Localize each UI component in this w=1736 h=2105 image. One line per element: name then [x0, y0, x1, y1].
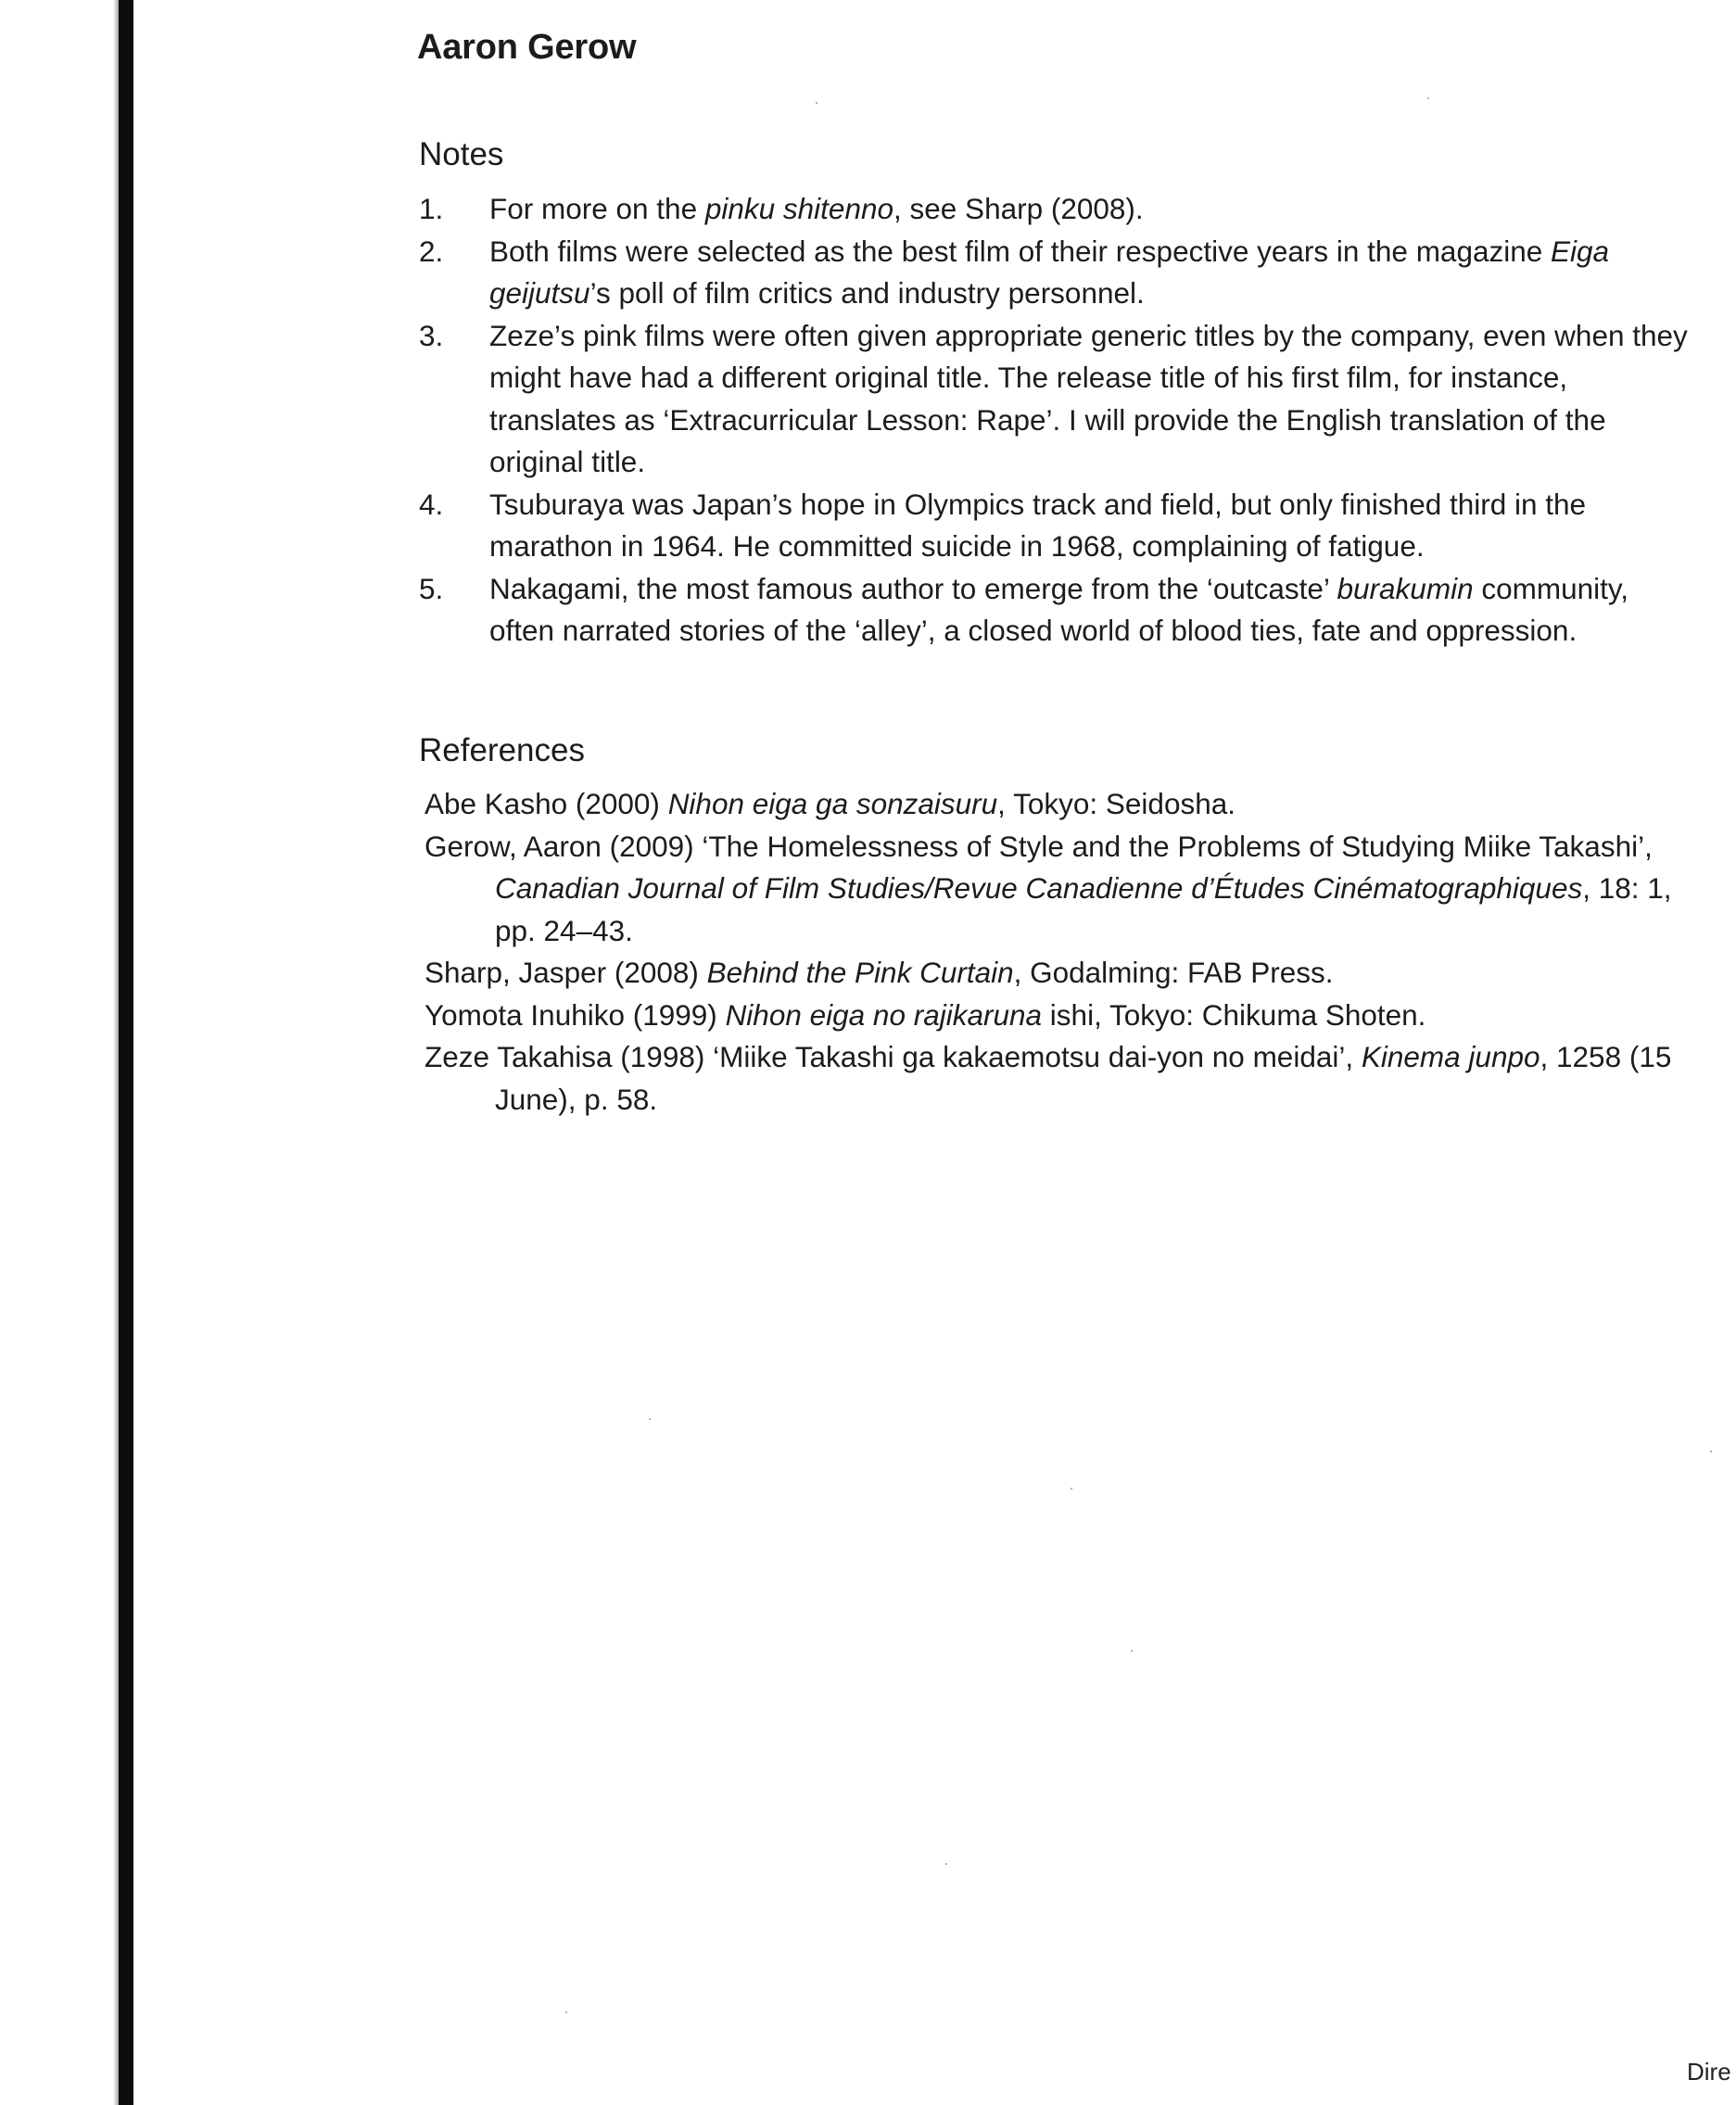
reference-text: Sharp, Jasper (2008) [424, 956, 707, 989]
note-number: 2. [419, 234, 444, 268]
note-text-tail: , see Sharp (2008). [893, 192, 1144, 225]
note-number: 4. [419, 487, 444, 521]
note-italic-term: pinku shitenno [704, 192, 894, 225]
note-italic-term: Eiga geijutsu [489, 234, 1610, 310]
reference-title: Behind the Pink Curtain [706, 956, 1014, 989]
note-item [419, 315, 1689, 484]
note-number: 1. [419, 192, 444, 225]
note-item [419, 231, 1689, 315]
reference-text-tail: , 1258 (15 June), p. 58. [495, 1040, 1672, 1116]
scan-speck [816, 102, 817, 104]
references-list [424, 783, 1694, 1121]
scan-speck [1131, 1650, 1133, 1652]
scan-speck [1071, 1488, 1072, 1490]
scan-speck [649, 1418, 651, 1420]
note-text: Both films were selected as the best film of their respective years in the magazine [489, 234, 1552, 268]
note-text: Zeze’s pink films were often given appropriate generic titles by the company, even when they might have had a different original title. The release title of his first film, for instance, translates as ‘Extracurricular Lesson: Rape’. I will provide the English translation of the original title. [489, 318, 1688, 478]
note-text-tail: community, often narrated stories of the ‘alley’, a closed world of blood ties, fate and oppression. [489, 571, 1629, 647]
reference-title: Nihon eiga ga sonzaisuru [667, 787, 998, 820]
note-number: 3. [419, 318, 444, 352]
references-heading: References [419, 732, 585, 768]
reference-text: Gerow, Aaron (2009) ‘The Homelessness of Style and the Problems of Studying Miike Takashi’, [424, 829, 1653, 863]
note-item [419, 188, 1689, 231]
running-footer-fragment: Dire [1687, 2058, 1731, 2086]
reference-entry [424, 783, 1694, 826]
reference-title: Nihon eiga no rajikaruna [725, 997, 1043, 1032]
note-text: For more on the [489, 192, 705, 225]
notes-heading: Notes [419, 136, 504, 172]
reference-text: Yomota Inuhiko (1999) [424, 997, 726, 1032]
reference-title: Kinema junpo [1361, 1040, 1540, 1073]
notes-list [419, 188, 1689, 653]
reference-text-tail: , Tokyo: Seidosha. [997, 787, 1236, 820]
scan-speck [1710, 1451, 1712, 1452]
note-item [419, 484, 1689, 568]
running-head-author: Aaron Gerow [417, 28, 637, 67]
reference-entry [424, 1036, 1694, 1121]
note-item [419, 568, 1689, 653]
reference-entry [424, 995, 1694, 1037]
reference-text-tail: , 18: 1, pp. 24–43. [495, 871, 1672, 947]
scan-speck [1427, 97, 1429, 99]
note-text: Tsuburaya was Japan’s hope in Olympics track and field, but only finished third in the marathon in 1964. He committed suicide in 1968, complaining of fatigue. [489, 487, 1587, 563]
note-text: Nakagami, the most famous author to emerge from the ‘outcaste’ [489, 571, 1337, 605]
reference-text: Zeze Takahisa (1998) ‘Miike Takashi ga kakaemotsu dai-yon no meidai’, [424, 1040, 1362, 1073]
note-text-tail: ’s poll of film critics and industry personnel. [589, 276, 1145, 310]
reference-title: Canadian Journal of Film Studies/Revue Canadienne d’Études Cinématographiques [495, 871, 1583, 905]
scan-speck [945, 1863, 947, 1865]
page-binding-edge [119, 0, 133, 2105]
scan-speck [565, 2011, 567, 2013]
reference-text: Abe Kasho (2000) [424, 787, 668, 820]
reference-entry [424, 952, 1694, 995]
reference-text-tail: , Godalming: FAB Press. [1013, 956, 1334, 989]
note-number: 5. [419, 571, 444, 605]
reference-text-tail: ishi, Tokyo: Chikuma Shoten. [1042, 997, 1426, 1032]
note-italic-term: burakumin [1337, 571, 1474, 605]
reference-entry [424, 826, 1694, 953]
